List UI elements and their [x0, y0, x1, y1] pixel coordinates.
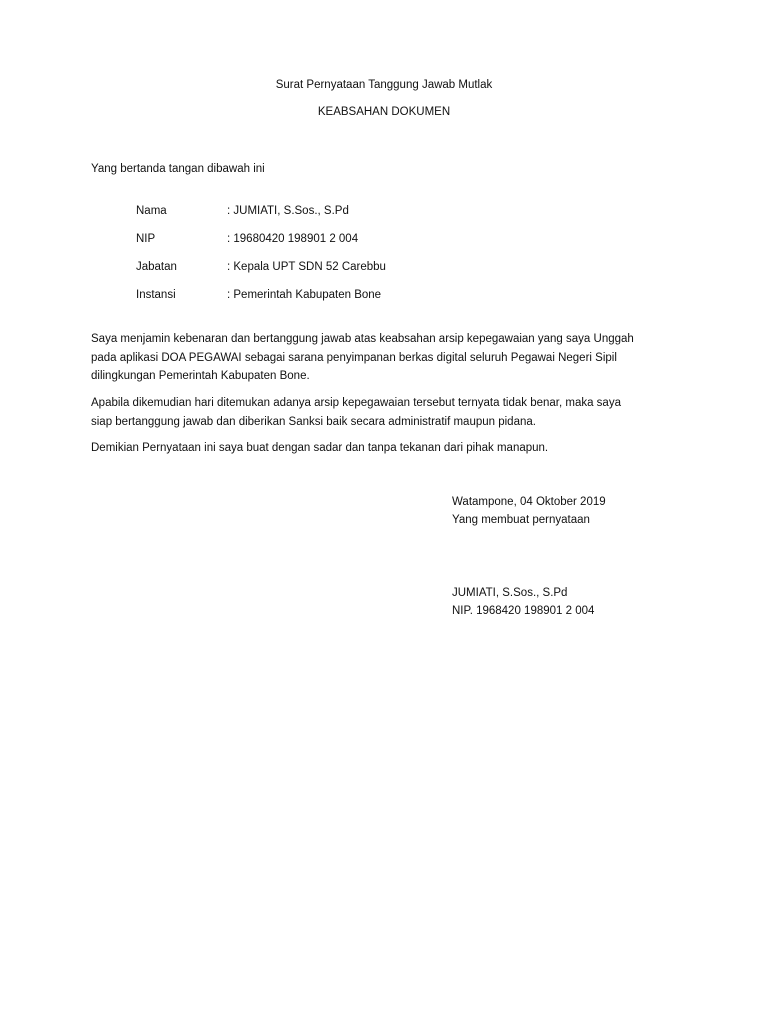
field-label: Jabatan	[136, 261, 177, 273]
signature-nip: NIP. 1968420 198901 2 004	[452, 605, 595, 617]
field-value: : Kepala UPT SDN 52 Carebbu	[227, 261, 386, 273]
document-title: Surat Pernyataan Tanggung Jawab Mutlak	[275, 79, 493, 91]
field-label: NIP	[136, 233, 156, 245]
paragraph-closing	[91, 439, 691, 458]
document-subtitle: KEABSAHAN DOKUMEN	[317, 106, 451, 118]
signature-place-date: Watampone, 04 Oktober 2019	[452, 496, 606, 508]
field-label: Nama	[136, 205, 167, 217]
field-value: : 19680420 198901 2 004	[227, 233, 359, 245]
field-instansi	[136, 289, 536, 305]
paragraph-line: Saya menjamin kebenaran dan bertanggung jawab atas keabsahan arsip kepegawaian yang saya Unggah	[91, 333, 634, 345]
field-nip	[136, 233, 536, 249]
paragraph-line: siap bertanggung jawab dan diberikan Sanksi baik secara administratif maupun pidana.	[91, 415, 536, 428]
field-nama	[136, 205, 536, 221]
signature-name: JUMIATI, S.Sos., S.Pd	[452, 587, 568, 599]
paragraph-sanction	[91, 394, 691, 431]
intro-text: Yang bertanda tangan dibawah ini	[91, 163, 265, 175]
paragraph-guarantee	[91, 330, 691, 386]
paragraph-line: dilingkungan Pemerintah Kabupaten Bone.	[91, 370, 310, 382]
paragraph-line: Apabila dikemudian hari ditemukan adanya arsip kepegawaian tersebut ternyata tidak benar, maka saya	[91, 397, 621, 409]
paragraph-line: pada aplikasi DOA PEGAWAI sebagai sarana penyimpanan berkas digital seluruh Pegawai Negeri Sipil	[91, 351, 617, 364]
signature-block	[452, 584, 594, 620]
signature-role: Yang membuat pernyataan	[452, 514, 590, 526]
signature-header	[452, 493, 606, 529]
field-jabatan	[136, 261, 536, 277]
field-value: : Pemerintah Kabupaten Bone	[227, 289, 382, 301]
field-label: Instansi	[136, 289, 176, 301]
paragraph-line: Demikian Pernyataan ini saya buat dengan sadar dan tanpa tekanan dari pihak manapun.	[91, 442, 549, 454]
field-value: : JUMIATI, S.Sos., S.Pd	[227, 205, 349, 217]
